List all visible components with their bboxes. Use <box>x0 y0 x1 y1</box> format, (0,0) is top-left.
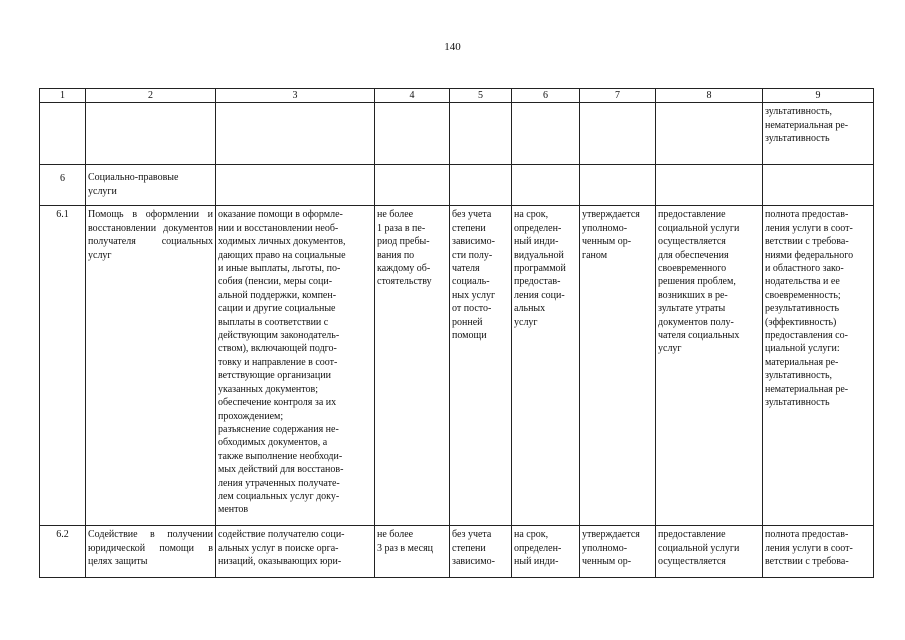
row-number: 6.2 <box>40 526 86 578</box>
column-number: 9 <box>763 89 874 103</box>
service-frequency: не более 1 раза в пе- риод пребы- вания по каждому об- стоятельству <box>375 206 450 526</box>
service-description: содействие получателю соци- альных услуг в поиске орга- низаций, оказывающих юри- <box>216 526 375 578</box>
service-term <box>512 103 580 165</box>
table-row <box>40 165 874 206</box>
service-condition <box>450 165 512 206</box>
column-number: 2 <box>86 89 216 103</box>
service-conditions-text <box>656 165 763 206</box>
column-number: 7 <box>580 89 656 103</box>
service-name: Содействие в получении юридической помощи в целях защиты <box>86 526 216 578</box>
service-name: Социально-правовые услуги <box>86 165 216 206</box>
service-quality: полнота предостав- ления услуги в соот- ветствии с требова- ниями федерального и областного зако- нодательства и ее своевременность; результативность (эффективность) предоставления со- циальной услуги: материальная ре- зультативность, нематериальная ре- зультативность <box>763 206 874 526</box>
service-frequency <box>375 103 450 165</box>
service-term <box>512 165 580 206</box>
column-number-row <box>40 89 874 103</box>
service-description: оказание помощи в оформле- нии и восстановлении необ- ходимых личных документов, дающих право на социальные и иные выплаты, льготы, по- собия (пенсии, меры соци- альной поддержки, компен- сации и другие социальные выплаты в соответствии с действующим законодатель- ством), включающей подго- товку и направление в соот- ветствующие организации указанных документов; обеспечение контроля за их прохождением; разъяснение содержания не- обходимых документов, а также выполнение необходи- мых действий для восстанов- ления утраченных получате- лем социальных услуг доку- ментов <box>216 206 375 526</box>
table-row <box>40 103 874 165</box>
service-frequency: не более 3 раз в месяц <box>375 526 450 578</box>
row-number: 6.1 <box>40 206 86 526</box>
service-tariff <box>580 165 656 206</box>
service-conditions-text: предоставление социальной услуги осуществляется для обеспечения своевременного решения проблем, возникших в ре- зультате утраты документов полу- чателя социальных услуг <box>656 206 763 526</box>
row-number <box>40 103 86 165</box>
page-number: 140 <box>444 41 461 53</box>
service-term: на срок, определен- ный инди- видуальной программой предостав- ления соци- альных услуг <box>512 206 580 526</box>
column-number: 1 <box>40 89 86 103</box>
service-description <box>216 165 375 206</box>
service-quality <box>763 165 874 206</box>
service-condition <box>450 103 512 165</box>
service-term: на срок, определен- ный инди- <box>512 526 580 578</box>
service-tariff: утверждается уполномо- ченным ор- ганом <box>580 206 656 526</box>
column-number: 8 <box>656 89 763 103</box>
column-number: 6 <box>512 89 580 103</box>
service-description <box>216 103 375 165</box>
service-tariff: утверждается уполномо- ченным ор- <box>580 526 656 578</box>
table-row <box>40 526 874 578</box>
services-table <box>39 88 874 578</box>
service-name: Помощь в оформлении и восстановлении документов получателя социальных услуг <box>86 206 216 526</box>
service-quality: полнота предостав- ления услуги в соот- ветствии с требова- <box>763 526 874 578</box>
service-condition: без учета степени зависимо- <box>450 526 512 578</box>
service-name <box>86 103 216 165</box>
service-conditions-text: предоставление социальной услуги осуществляется <box>656 526 763 578</box>
column-number: 5 <box>450 89 512 103</box>
service-frequency <box>375 165 450 206</box>
table-row <box>40 206 874 526</box>
column-number: 4 <box>375 89 450 103</box>
service-tariff <box>580 103 656 165</box>
row-number: 6 <box>40 165 86 206</box>
service-conditions-text <box>656 103 763 165</box>
column-number: 3 <box>216 89 375 103</box>
service-condition: без учета степени зависимо- сти полу- чателя социаль- ных услуг от посто- ронней помощи <box>450 206 512 526</box>
service-quality: зультативность, нематериальная ре- зультативность <box>763 103 874 165</box>
